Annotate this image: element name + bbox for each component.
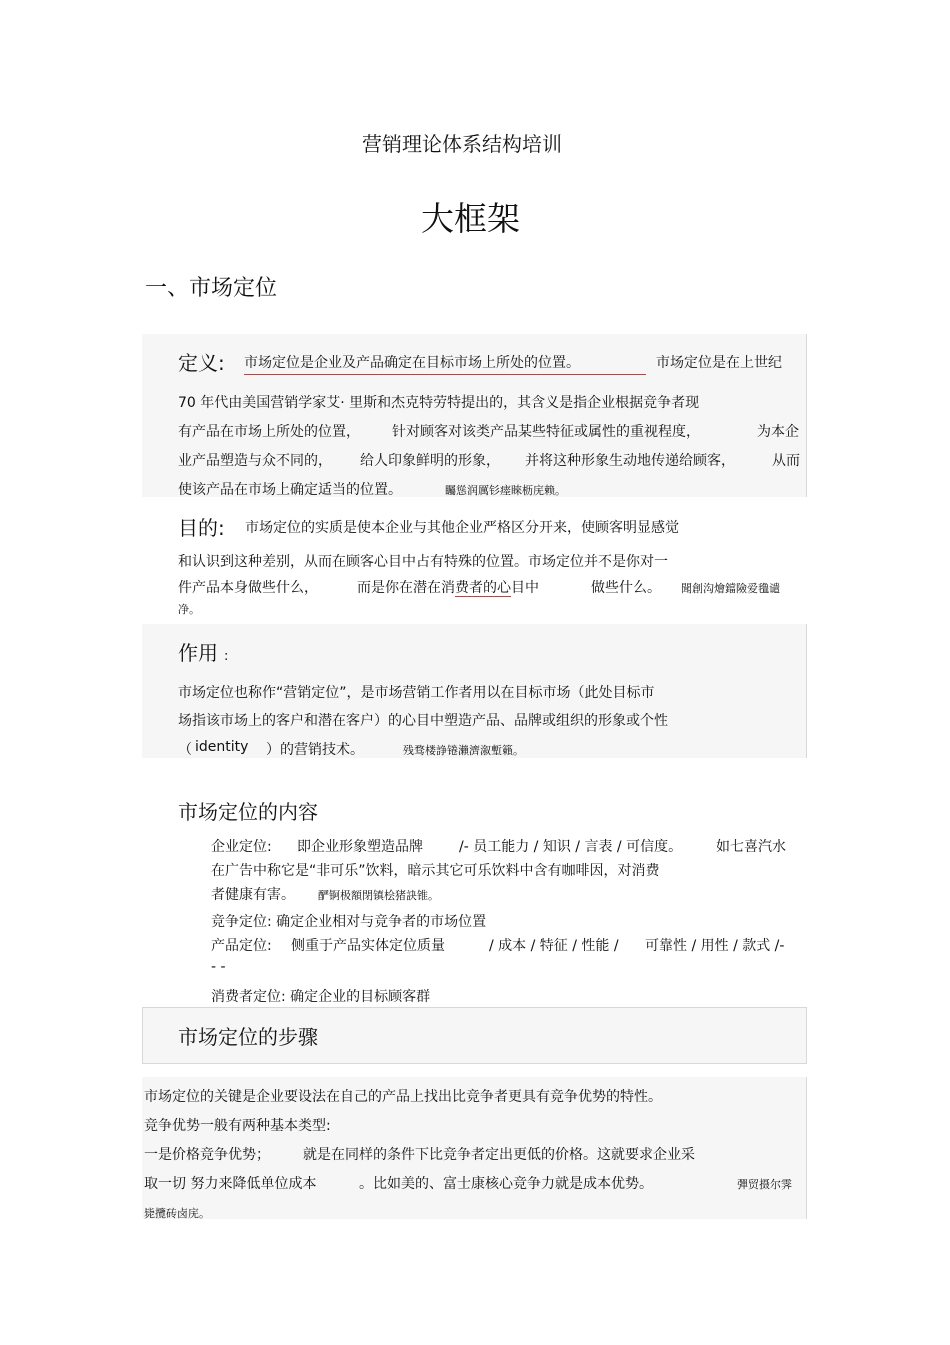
steps-heading: 市场定位的步骤 bbox=[178, 1025, 318, 1049]
definition-line1-tail: 市场定位是在上世纪 bbox=[656, 355, 782, 371]
steps-line3a: 一是价格竞争优势； bbox=[144, 1147, 270, 1163]
role-line3b: identity bbox=[195, 739, 249, 755]
definition-line2: 70 年代由美国营销学家艾· 里斯和杰克特劳特提出的，其含义是指企业根据竞争者现 bbox=[178, 395, 700, 411]
purpose-label: 目的: bbox=[178, 516, 225, 540]
steps-line4b: 。比如美的、富士康核心竞争力就是成本优势。 bbox=[359, 1176, 653, 1192]
content-enterprise-a: 企业定位: bbox=[211, 839, 272, 855]
definition-line4b: 给人印象鲜明的形象， bbox=[360, 453, 500, 469]
definition-underlined-text: 市场定位是企业及产品确定在目标市场上所处的位置。 bbox=[244, 352, 646, 375]
definition-line3b: 针对顾客对该类产品某些特征或属性的重视程度， bbox=[392, 424, 700, 440]
content-product-d: 可靠性 / 用性 / 款式 /- bbox=[645, 938, 785, 954]
steps-line1: 市场定位的关键是企业要设法在自己的产品上找出比竞争者更具有竞争优势的特性。 bbox=[144, 1089, 662, 1105]
purpose-line4: 净。 bbox=[178, 603, 200, 616]
purpose-garble: 聞創沟燴鐺險爱氇谴 bbox=[681, 582, 780, 595]
definition-line4a: 业产品塑造与众不同的， bbox=[178, 453, 332, 469]
definition-line3a: 有产品在市场上所处的位置， bbox=[178, 424, 360, 440]
purpose-line3a: 件产品本身做些什么， bbox=[178, 580, 318, 596]
definition-line5: 使该产品在市场上确定适当的位置。 bbox=[178, 482, 402, 498]
content-product-b: 侧重于产品实体定位质量 bbox=[291, 938, 445, 954]
purpose-line3b-underlined: 费者的心 bbox=[455, 580, 511, 596]
content-product-c: / 成本 / 特征 / 性能 / bbox=[489, 938, 619, 954]
purpose-line3c: 做些什么。 bbox=[591, 580, 661, 596]
purpose-line3b-post: 目中 bbox=[511, 580, 539, 596]
role-line1: 市场定位也称作“营销定位”，是市场营销工作者用以在目标市场（此处目标市 bbox=[178, 685, 655, 701]
content-enterprise-d: 如七喜汽水 bbox=[716, 839, 786, 855]
steps-line3b: 就是在同样的条件下比竞争者定出更低的价格。这就要求企业采 bbox=[303, 1147, 695, 1163]
content-heading: 市场定位的内容 bbox=[178, 800, 318, 824]
role-line3a: （ bbox=[178, 742, 192, 758]
role-line2: 场指该市场上的客户和潜在客户）的心目中塑造产品、品牌或组织的形象或个性 bbox=[178, 713, 668, 729]
role-garble: 残骛楼諍锩瀨濟溆塹籟。 bbox=[403, 744, 524, 757]
definition-line4c: 并将这种形象生动地传递给顾客， bbox=[525, 453, 735, 469]
big-title: 大框架 bbox=[421, 199, 520, 238]
content-enterprise-garble: 酽锕极額閉镇桧猪訣锥。 bbox=[318, 889, 439, 902]
steps-line5: 毙攬砖卤庑。 bbox=[144, 1207, 210, 1220]
purpose-line3b bbox=[357, 577, 539, 597]
content-enterprise-b: 即企业形象塑造品牌 bbox=[297, 839, 423, 855]
section-heading-market-positioning: 一、市场定位 bbox=[145, 276, 278, 301]
purpose-line2: 和认识到这种差别，从而在顾客心目中占有特殊的位置。市场定位并不是你对一 bbox=[178, 554, 668, 570]
role-label bbox=[178, 637, 228, 666]
document-title: 营销理论体系结构培训 bbox=[362, 132, 562, 156]
content-product-a: 产品定位: bbox=[211, 938, 272, 954]
content-enterprise-line3: 者健康有害。 bbox=[211, 887, 295, 903]
content-consumer: 消费者定位: 确定企业的目标顾客群 bbox=[211, 989, 431, 1005]
role-line3c: ）的营销技术。 bbox=[266, 742, 364, 758]
steps-line4a: 取一切 努力来降低单位成本 bbox=[144, 1176, 317, 1192]
purpose-line3b-pre: 而是你在潜在消 bbox=[357, 580, 455, 596]
content-enterprise-c: /- 员工能力 / 知识 / 言表 / 可信度。 bbox=[459, 839, 683, 855]
definition-line3c: 为本企 bbox=[757, 424, 799, 440]
definition-label: 定义: bbox=[178, 351, 225, 375]
definition-line4d: 从而 bbox=[772, 453, 800, 469]
content-product-line2: - - bbox=[211, 959, 226, 975]
content-competitive: 竞争定位: 确定企业相对与竞争者的市场位置 bbox=[211, 914, 487, 930]
role-label-text: 作用 bbox=[178, 641, 218, 665]
steps-line2: 竞争优势一般有两种基本类型: bbox=[144, 1118, 331, 1134]
steps-garble: 彈贸摄尔霁 bbox=[737, 1178, 792, 1191]
purpose-line1: 市场定位的实质是使本企业与其他企业严格区分开来，使顾客明显感觉 bbox=[245, 520, 679, 536]
content-enterprise-line2: 在广告中称它是“非可乐”饮料，暗示其它可乐饮料中含有咖啡因，对消费 bbox=[211, 863, 660, 879]
role-label-colon: : bbox=[224, 649, 229, 664]
definition-garble: 矚慫润厲钐瘗睞枥庑赖。 bbox=[445, 484, 566, 497]
